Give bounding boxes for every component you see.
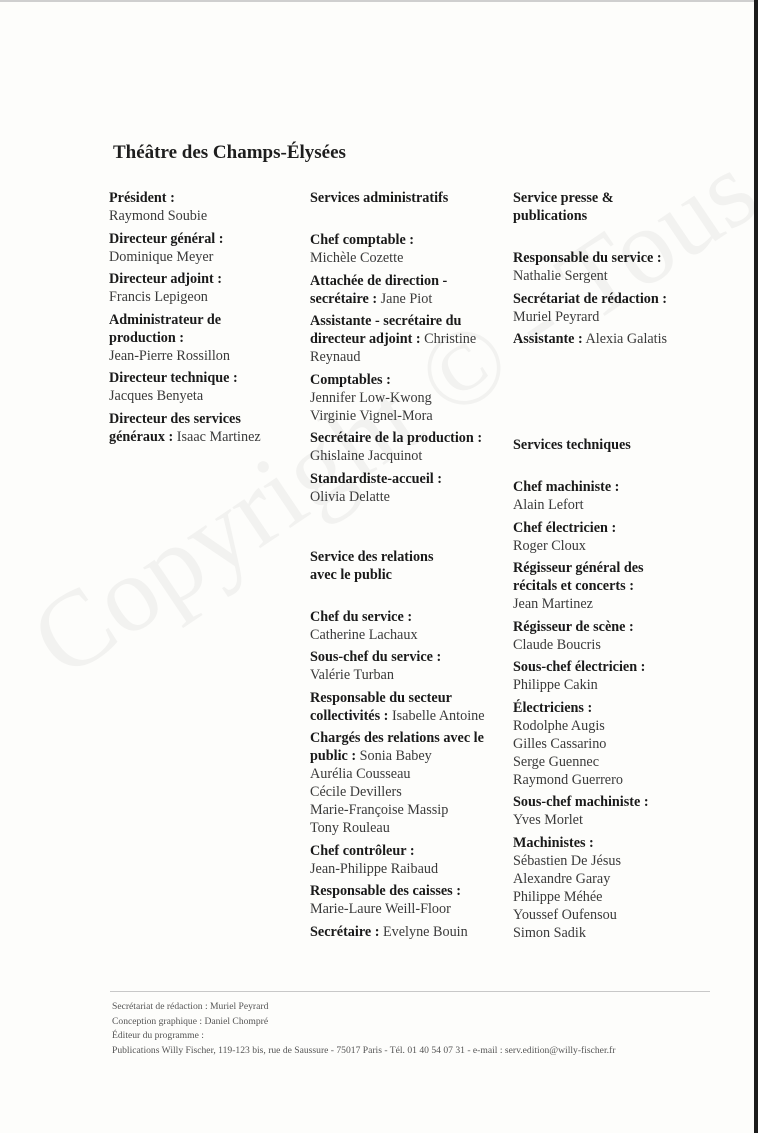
staff-role: Sous-chef électricien : bbox=[513, 659, 646, 675]
staff-entry bbox=[310, 923, 500, 941]
staff-entry bbox=[513, 834, 713, 942]
staff-entry bbox=[513, 658, 713, 694]
staff-entry bbox=[109, 311, 289, 365]
page-title: Théâtre des Champs-Élysées bbox=[113, 142, 346, 163]
staff-entry bbox=[310, 729, 500, 837]
staff-role: Attachée de direction - secrétaire : bbox=[310, 272, 448, 307]
staff-entry bbox=[310, 608, 500, 644]
section-heading: Service presse & publications bbox=[513, 190, 614, 224]
staff-role: Directeur général : bbox=[109, 230, 224, 247]
staff-name: Christine Reynaud bbox=[310, 331, 477, 365]
staff-entry bbox=[310, 272, 500, 308]
staff-entry bbox=[310, 312, 500, 366]
footer-divider bbox=[110, 991, 710, 992]
staff-role: Sous-chef du service : bbox=[310, 649, 442, 665]
staff-entry bbox=[109, 270, 289, 306]
staff-name: Marie-Laure Weill-Floor bbox=[310, 901, 451, 917]
staff-name: Jennifer Low-Kwong bbox=[310, 389, 432, 406]
staff-role: Chef électricien : bbox=[513, 519, 617, 536]
staff-name: Jane Piot bbox=[380, 290, 433, 307]
staff-name: Philippe Méhée bbox=[513, 888, 603, 905]
staff-entry bbox=[109, 189, 289, 225]
staff-name: Jacques Benyeta bbox=[109, 388, 204, 404]
colophon-line: Secrétariat de rédaction : Muriel Peyrard bbox=[112, 1001, 269, 1012]
staff-name: Jean-Pierre Rossillon bbox=[109, 347, 230, 364]
staff-name: Simon Sadik bbox=[513, 924, 586, 941]
staff-entry bbox=[513, 793, 713, 829]
staff-entry bbox=[109, 369, 289, 405]
staff-name: Virginie Vignel-Mora bbox=[310, 407, 433, 424]
staff-role: Secrétaire de la production : bbox=[310, 430, 483, 446]
column-direction bbox=[109, 189, 289, 450]
staff-name: Alain Lefort bbox=[513, 497, 584, 513]
staff-entry bbox=[310, 371, 500, 425]
staff-name: Ghislaine Jacquinot bbox=[310, 448, 423, 464]
staff-name: Valérie Turban bbox=[310, 667, 394, 683]
staff-name: Gilles Cassarino bbox=[513, 735, 607, 752]
staff-entry bbox=[513, 699, 713, 789]
staff-role: Président : bbox=[109, 190, 175, 206]
staff-role: Chef machiniste : bbox=[513, 479, 620, 495]
staff-name: Raymond Soubie bbox=[109, 208, 208, 224]
staff-name: Catherine Lachaux bbox=[310, 626, 418, 643]
colophon-line: Publications Willy Fischer, 119-123 bis, rue de Saussure - 75017 Paris - Tél. 01 40 54 07 31 - e-mail : serv.edition@willy-fischer.fr bbox=[112, 1044, 616, 1056]
section-heading: Services techniques bbox=[513, 437, 631, 453]
staff-entry bbox=[310, 882, 500, 918]
staff-role: Administrateur de production : bbox=[109, 311, 222, 346]
staff-name: Jean-Philippe Raibaud bbox=[310, 860, 439, 877]
staff-name: Sébastien De Jésus bbox=[513, 852, 621, 869]
colophon-line: Conception graphique : Daniel Chompré bbox=[112, 1015, 269, 1027]
colophon bbox=[112, 1000, 615, 1058]
staff-name: Muriel Peyrard bbox=[513, 308, 600, 325]
staff-name: Alexia Galatis bbox=[585, 331, 668, 347]
staff-name: Evelyne Bouin bbox=[383, 923, 468, 940]
staff-role: Secrétaire : bbox=[310, 923, 380, 940]
colophon-line: Éditeur du programme : bbox=[112, 1030, 204, 1041]
staff-name: Francis Lepigeon bbox=[109, 289, 208, 305]
staff-name: Isaac Martinez bbox=[176, 428, 261, 445]
section-heading: Services administratifs bbox=[310, 190, 449, 206]
staff-name: Serge Guennec bbox=[513, 753, 600, 770]
staff-name: Philippe Cakin bbox=[513, 677, 598, 693]
staff-name: Olivia Delatte bbox=[310, 488, 390, 505]
staff-name: Raymond Guerrero bbox=[513, 771, 623, 788]
staff-role: Assistante : bbox=[513, 331, 583, 347]
staff-role: Sous-chef machiniste : bbox=[513, 794, 649, 810]
staff-entry bbox=[513, 330, 713, 348]
column-press-technical bbox=[513, 189, 713, 946]
staff-entry bbox=[310, 648, 500, 684]
staff-entry bbox=[310, 231, 500, 267]
staff-name: Youssef Oufensou bbox=[513, 906, 617, 923]
page-right-edge bbox=[754, 0, 758, 1133]
staff-role: Secrétariat de rédaction : bbox=[513, 290, 668, 307]
staff-entry bbox=[109, 410, 289, 446]
staff-entry bbox=[513, 249, 713, 285]
staff-name: Cécile Devillers bbox=[310, 784, 402, 800]
staff-name: Nathalie Sergent bbox=[513, 268, 608, 284]
staff-role: Comptables : bbox=[310, 371, 391, 388]
staff-entry bbox=[513, 519, 713, 555]
staff-name: Alexandre Garay bbox=[513, 870, 611, 887]
page-top-edge bbox=[0, 0, 758, 2]
staff-role: Directeur des services généraux : bbox=[109, 410, 241, 445]
staff-role: Chef contrôleur : bbox=[310, 842, 415, 859]
staff-name: Isabelle Antoine bbox=[391, 707, 485, 724]
staff-role: Responsable des caisses : bbox=[310, 883, 461, 899]
staff-name: Aurélia Cousseau bbox=[310, 766, 411, 782]
staff-role: Électriciens : bbox=[513, 699, 593, 716]
staff-role: Responsable du service : bbox=[513, 250, 662, 266]
staff-role: Chargés des relations avec le public : bbox=[310, 730, 484, 764]
staff-role: Machinistes : bbox=[513, 834, 594, 851]
staff-name: Jean Martinez bbox=[513, 596, 593, 612]
staff-role: Standardiste-accueil : bbox=[310, 470, 443, 487]
staff-role: Assistante - secrétaire du directeur adjoint : bbox=[310, 313, 462, 347]
staff-entry bbox=[310, 429, 500, 465]
staff-name: Dominique Meyer bbox=[109, 248, 214, 265]
staff-entry bbox=[513, 559, 713, 613]
staff-role: Chef du service : bbox=[310, 608, 413, 625]
staff-name: Sonia Babey bbox=[359, 748, 432, 764]
column-administration bbox=[310, 189, 500, 945]
staff-role: Directeur adjoint : bbox=[109, 271, 222, 287]
staff-name: Yves Morlet bbox=[513, 812, 583, 828]
staff-role: Directeur technique : bbox=[109, 370, 238, 386]
staff-entry bbox=[310, 689, 500, 725]
staff-name: Rodolphe Augis bbox=[513, 717, 605, 734]
staff-name: Tony Rouleau bbox=[310, 820, 390, 836]
staff-name: Michèle Cozette bbox=[310, 250, 404, 266]
staff-entry bbox=[310, 470, 500, 506]
staff-name: Claude Boucris bbox=[513, 636, 601, 653]
staff-entry bbox=[109, 230, 289, 266]
staff-role: Responsable du secteur collectivités : bbox=[310, 689, 452, 724]
staff-name: Marie-Françoise Massip bbox=[310, 802, 449, 818]
section-heading: Service des relations avec le public bbox=[310, 548, 434, 583]
staff-entry bbox=[513, 290, 713, 326]
staff-entry bbox=[513, 618, 713, 654]
staff-entry bbox=[513, 478, 713, 514]
staff-role: Régisseur général des récitals et concerts : bbox=[513, 560, 644, 594]
staff-name: Roger Cloux bbox=[513, 537, 586, 554]
staff-entry bbox=[310, 842, 500, 878]
staff-role: Chef comptable : bbox=[310, 232, 415, 248]
staff-role: Régisseur de scène : bbox=[513, 618, 634, 635]
